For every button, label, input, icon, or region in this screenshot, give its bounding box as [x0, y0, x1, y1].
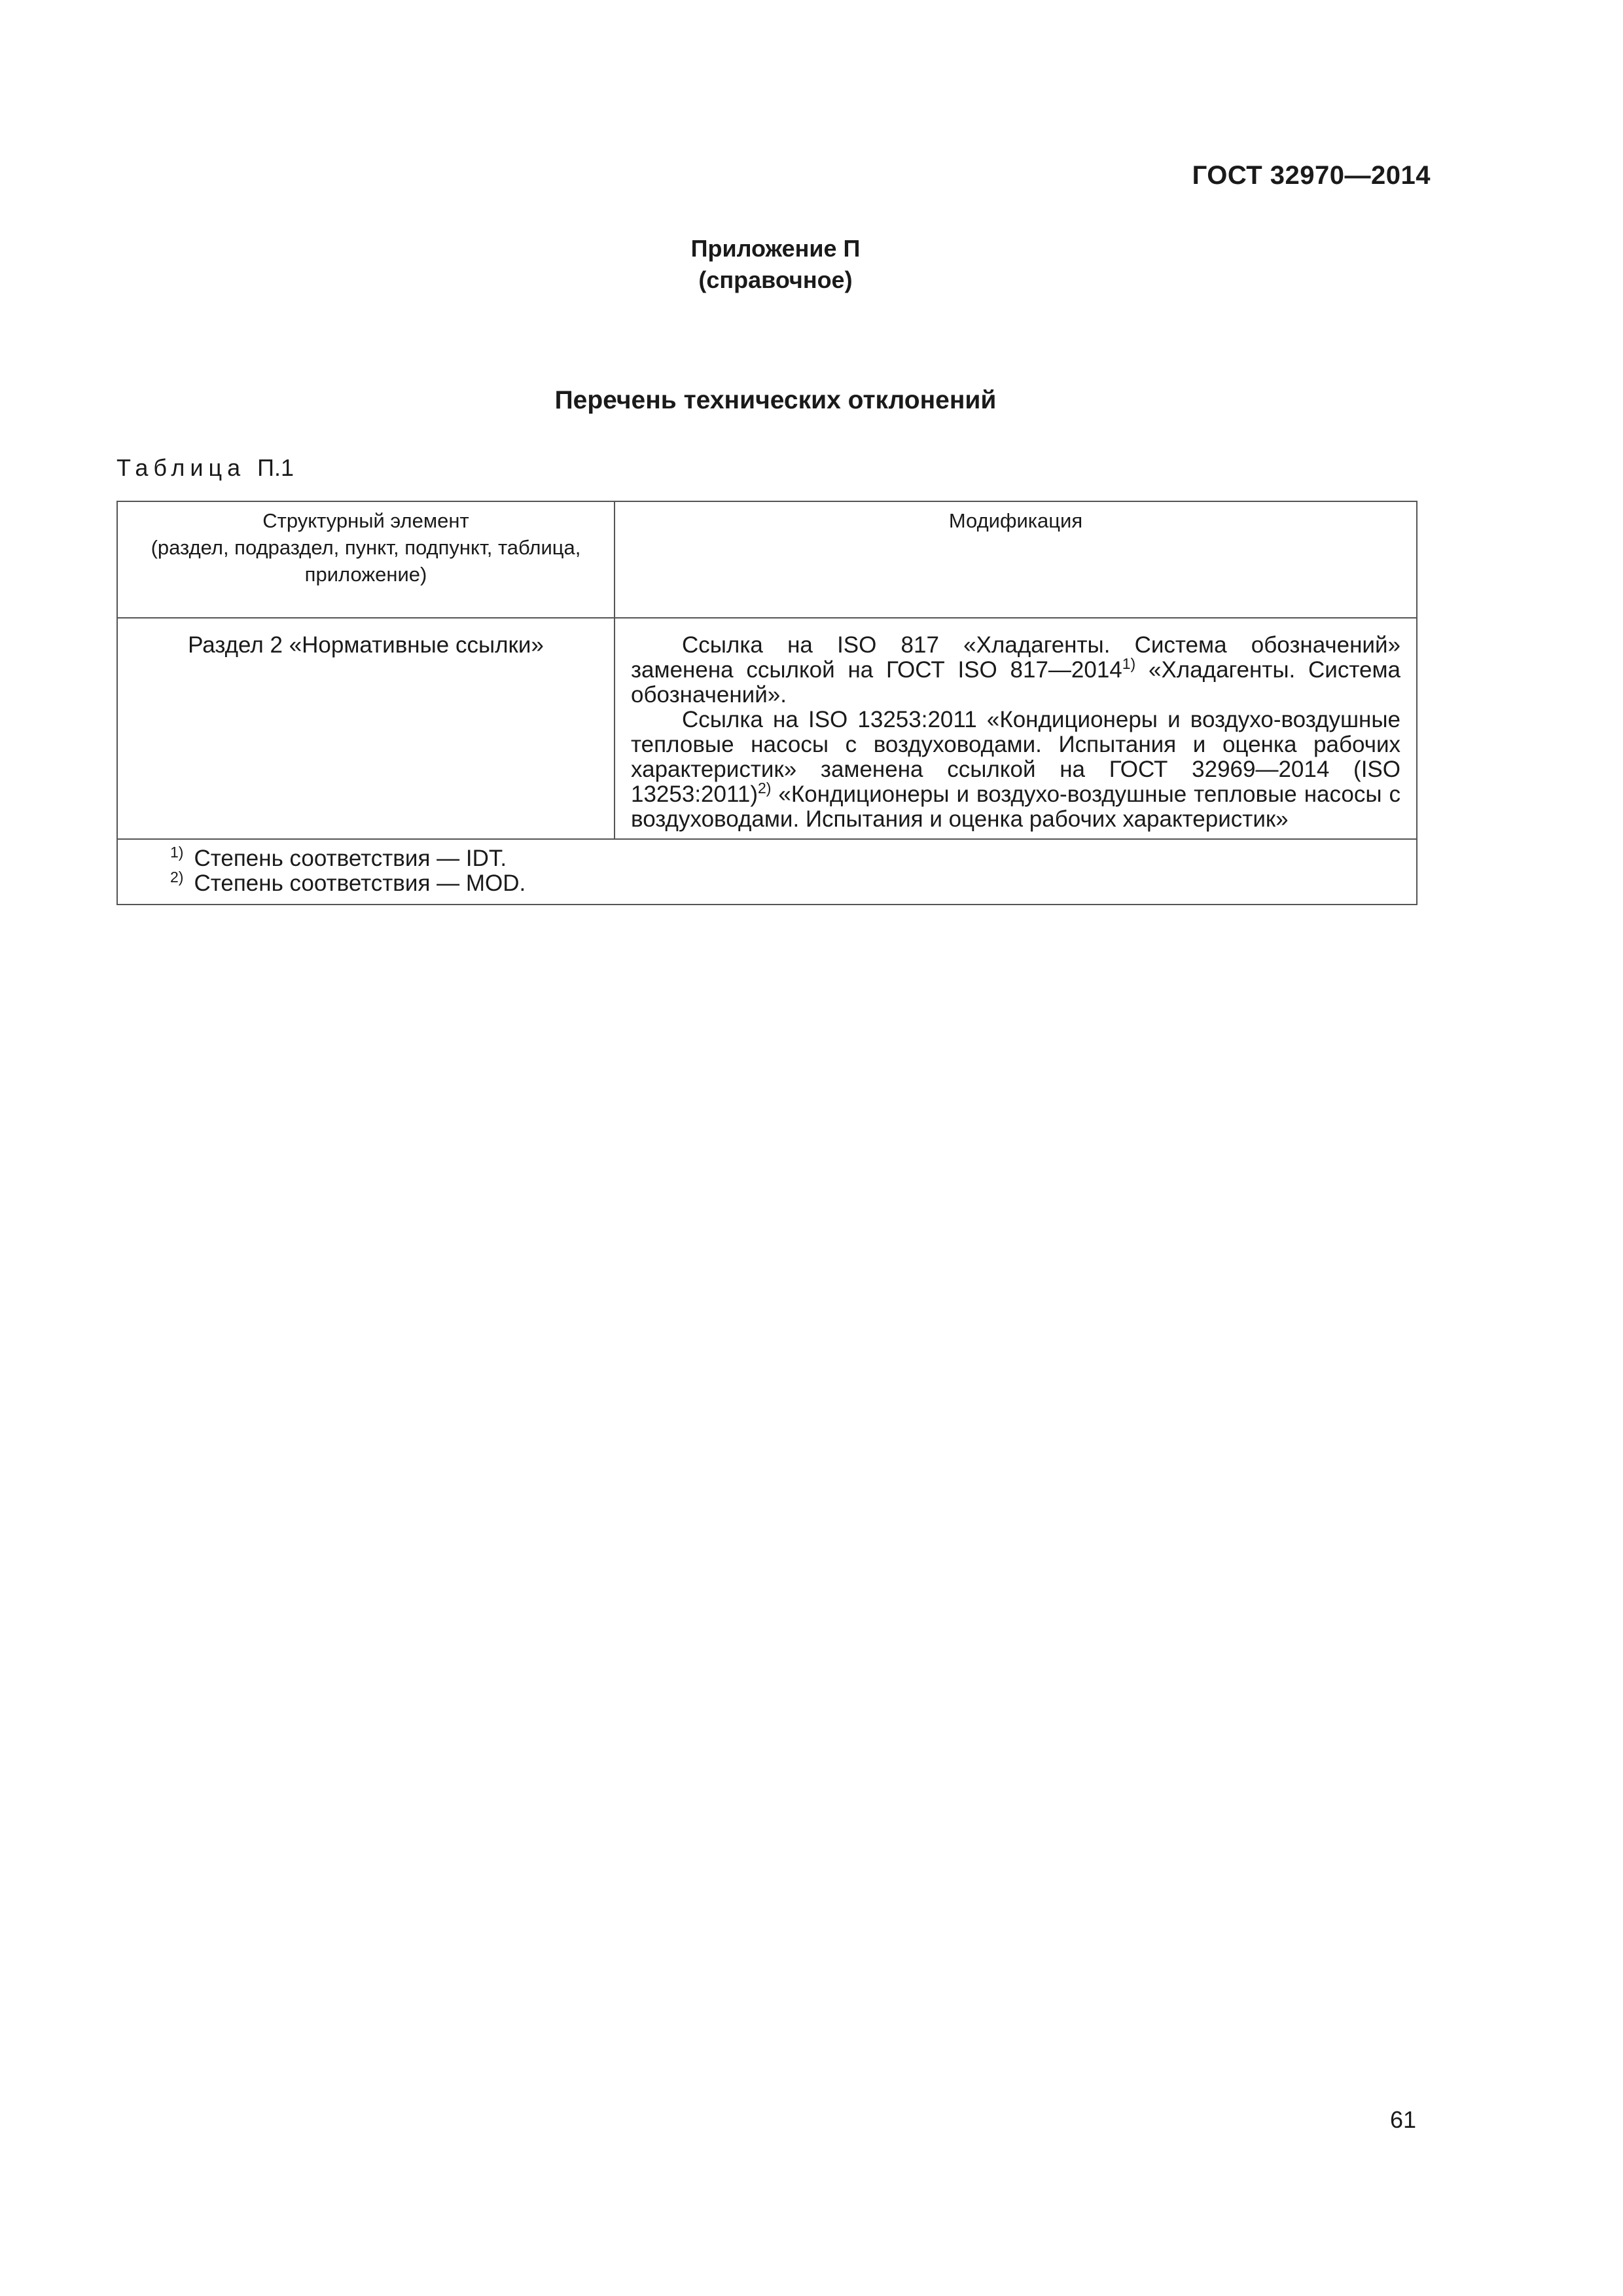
table-row — [117, 618, 1417, 839]
footnote-ref-1: 1) — [1122, 655, 1136, 672]
table-caption-number: П.1 — [257, 454, 294, 481]
modification-paragraph-1 — [631, 633, 1400, 708]
header-col1-line1: Структурный элемент — [262, 509, 469, 532]
footnote — [170, 846, 1400, 871]
appendix-title: Приложение П — [690, 235, 861, 262]
paragraph-2-text-b: «Кондиционеры и воздухо-воздушные тепловые насосы с воздуховодами. Испытания и оценка рабочих характеристик» — [631, 781, 1400, 832]
footnote-text: Степень соответствия — MOD. — [194, 870, 526, 896]
table-footnotes-row — [117, 839, 1417, 905]
footnote-mark: 2) — [170, 869, 184, 886]
paragraph-1-text-b: «Хладагенты. Система обозначений». — [631, 657, 1400, 708]
deviations-table — [116, 501, 1418, 905]
header-structural-element — [117, 501, 615, 618]
footnote — [170, 871, 1400, 896]
table-caption — [116, 454, 294, 482]
appendix-heading — [0, 233, 1551, 296]
header-modification: Модификация — [615, 501, 1417, 618]
header-col1-line2: (раздел, подраздел, пункт, подпункт, таблица, — [151, 536, 581, 559]
appendix-subtitle: (справочное) — [698, 266, 853, 293]
page-number: 61 — [1389, 2106, 1416, 2133]
footnote-ref-2: 2) — [757, 780, 772, 797]
table-caption-prefix: Таблица — [116, 454, 246, 481]
header-col1-line3: приложение) — [304, 563, 427, 586]
structural-element-cell: Раздел 2 «Нормативные ссылки» — [117, 618, 615, 839]
table-header-row — [117, 501, 1417, 618]
paragraph-2-text-a: Ссылка на ISO 13253:2011 «Кондиционеры и воздухо-воздушные тепловые насосы с воздуховодами. Испытания и оценка рабочих характеристик» заменена ссылкой на ГОСТ 32969—2014 (ISO 13253:2011) — [631, 707, 1400, 807]
paragraph-1-text-a: Ссылка на ISO 817 «Хладагенты. Система обозначений» заменена ссылкой на ГОСТ ISO 817—2014 — [631, 632, 1400, 683]
footnotes-cell — [117, 839, 1417, 905]
modification-paragraph-2 — [631, 708, 1400, 832]
footnote-text: Степень соответствия — IDT. — [194, 846, 507, 871]
modification-cell — [615, 618, 1417, 839]
document-number: ГОСТ 32970—2014 — [1192, 161, 1431, 190]
footnote-mark: 1) — [170, 844, 184, 861]
section-title: Перечень технических отклонений — [554, 386, 997, 414]
